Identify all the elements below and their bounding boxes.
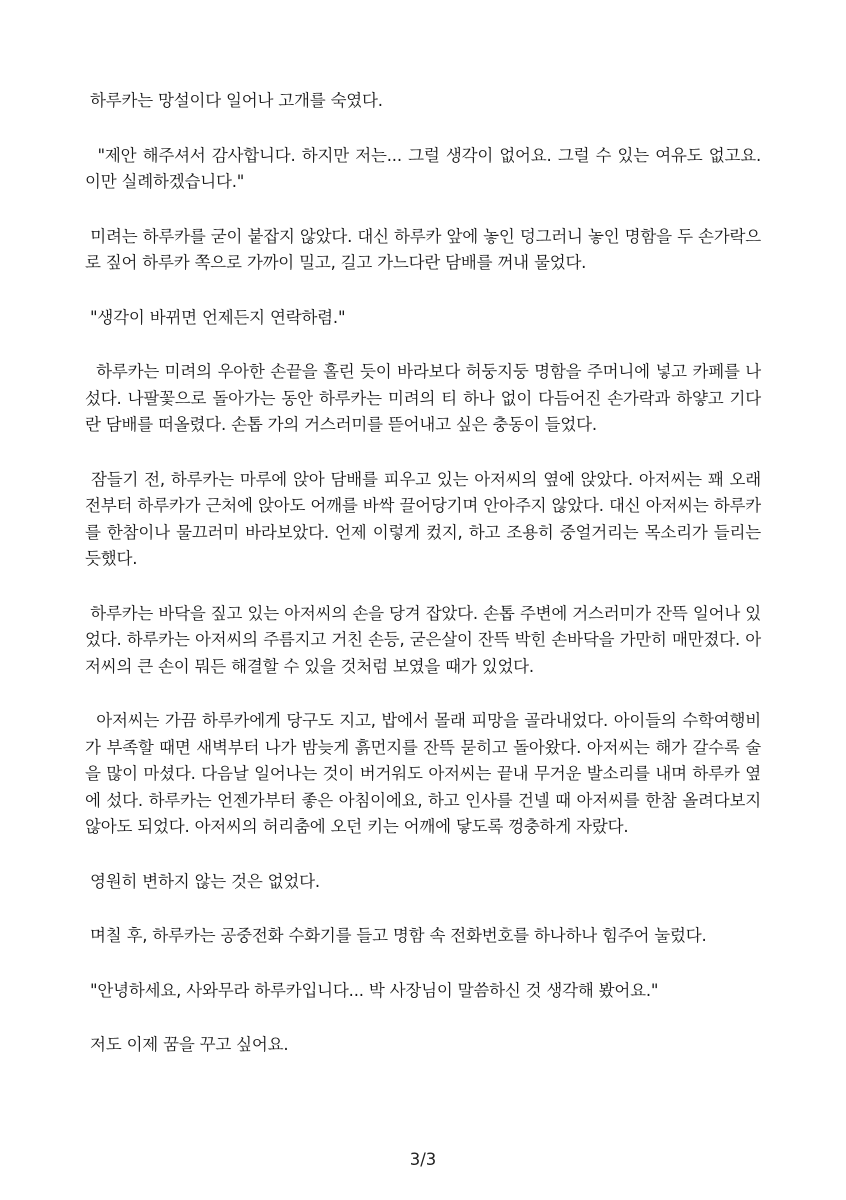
paragraph: 미려는 하루카를 굳이 붙잡지 않았다. 대신 하루카 앞에 놓인 덩그러니 놓인 명함을 두 손가락으로 짚어 하루카 쪽으로 가까이 밀고, 길고 가느다란 담배를 꺼내 물었다. [85, 226, 762, 272]
paragraph: "안녕하세요, 사와무라 하루카입니다... 박 사장님이 말씀하신 것 생각해 봤어요." [90, 980, 659, 1000]
paragraph: 아저씨는 가끔 하루카에게 당구도 지고, 밥에서 몰래 피망을 골라내었다. 아이들의 수학여행비가 부족할 때면 새벽부터 나가 밤늦게 흙먼지를 잔뜩 묻히고 돌아왔다. 아저씨는 해가 갈수록 술을 많이 마셨다. 다음날 일어나는 것이 버거워도 아저씨는 끝내 무거운 발소리를 내며 하루카 옆에 섰다. 하루카는 언젠가부터 좋은 아침이에요, 하고 인사를 건넬 때 아저씨를 한참 올려다보지 않아도 되었다. 아저씨의 허리춤에 오던 키는 어깨에 닿도록 껑충하게 자랐다. [85, 711, 767, 836]
paragraph: 하루카는 망설이다 일어나 고개를 숙였다. [90, 91, 383, 110]
paragraph: "제안 해주셔서 감사합니다. 하지만 저는... 그럴 생각이 없어요. 그럴 수 있는 여유도 없고요. 이만 실례하겠습니다." [85, 145, 767, 191]
document-body [85, 88, 767, 1087]
paragraph: "생각이 바뀌면 언제든지 연락하렴." [90, 307, 346, 327]
paragraph: 하루카는 바닥을 짚고 있는 아저씨의 손을 당겨 잡았다. 손톱 주변에 거스러미가 잔뜩 일어나 있었다. 하루카는 아저씨의 주름지고 거친 손등, 굳은살이 잔뜩 박힌 손바닥을 가만히 매만졌다. 아저씨의 큰 손이 뭐든 해결할 수 있을 것처럼 보였을 때가 있었다. [85, 603, 762, 676]
paragraph: 저도 이제 꿈을 꾸고 싶어요. [90, 1035, 289, 1054]
paragraph: 영원히 변하지 않는 것은 없었다. [90, 871, 320, 891]
paragraph: 며칠 후, 하루카는 공중전화 수화기를 들고 명함 속 전화번호를 하나하나 힘주어 눌렀다. [90, 926, 707, 945]
paragraph: 하루카는 미려의 우아한 손끝을 홀린 듯이 바라보다 허둥지둥 명함을 주머니에 넣고 카페를 나섰다. 나팔꽃으로 돌아가는 동안 하루카는 미려의 티 하나 없이 다듬어진 손가락과 하얗고 기다란 담배를 떠올렸다. 손톱 가의 거스러미를 뜯어내고 싶은 충동이 들었다. [85, 362, 762, 434]
paragraph: 잠들기 전, 하루카는 마루에 앉아 담배를 피우고 있는 아저씨의 옆에 앉았다. 아저씨는 꽤 오래전부터 하루카가 근처에 앉아도 어깨를 바싹 끌어당기며 안아주지 않았다. 대신 아저씨는 하루카를 한참이나 물끄러미 바라보았다. 언제 이렇게 컸지, 하고 조용히 중얼거리는 목소리가 들리는 듯했다. [85, 469, 767, 568]
page-number: 3/3 [409, 1150, 437, 1169]
